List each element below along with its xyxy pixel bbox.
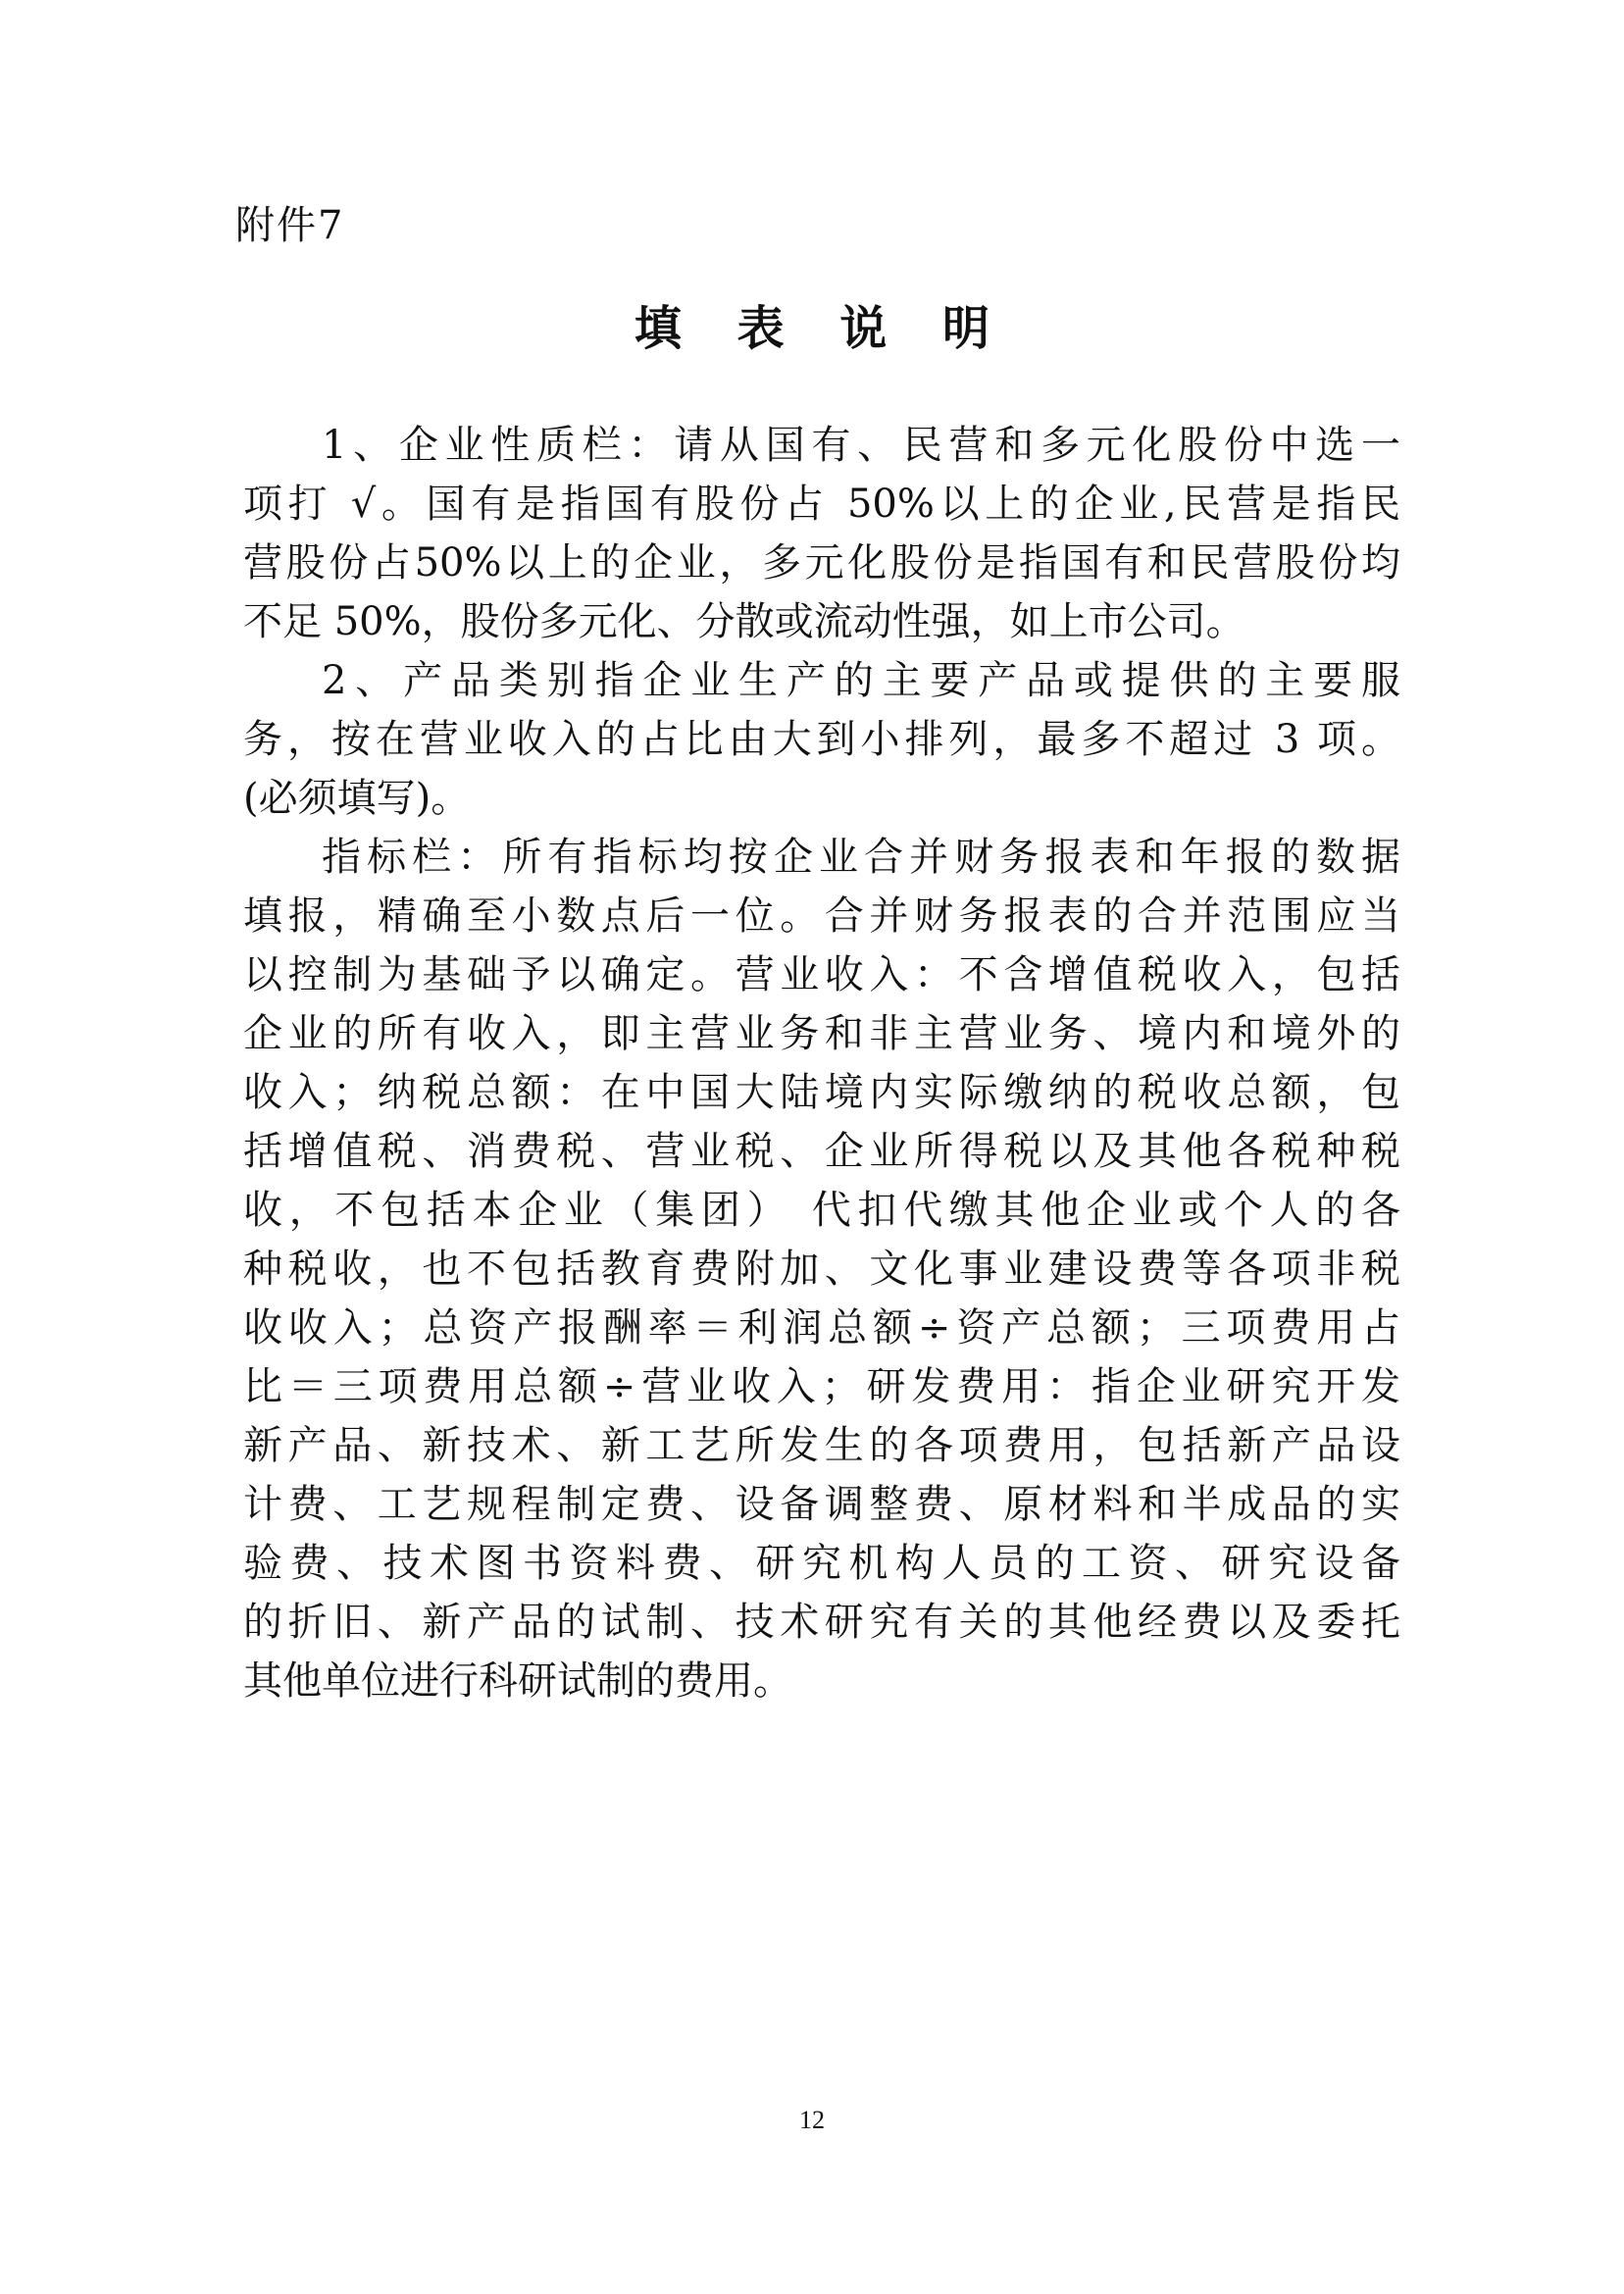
paragraph-line: 收入；纳税总额：在中国大陆境内实际缴纳的税收总额，包 <box>243 1070 1400 1115</box>
paragraph-line: 其他单位进行科研试制的费用。 <box>243 1658 792 1704</box>
paragraph-line: 1、企业性质栏：请从国有、民营和多元化股份中选一 <box>322 423 1400 468</box>
paragraph-line: 收，不包括本企业（集团） 代扣代缴其他企业或个人的各 <box>243 1188 1400 1233</box>
paragraph-line: 项打 √。国有是指国有股份占 50%以上的企业,民营是指民 <box>243 482 1400 527</box>
paragraph-line: 2、产品类别指企业生产的主要产品或提供的主要服 <box>322 658 1400 703</box>
page-number: 12 <box>799 2106 825 2134</box>
paragraph-line: 填报，精确至小数点后一位。合并财务报表的合并范围应当 <box>243 893 1400 939</box>
paragraph-enterprise-nature <box>243 416 1400 651</box>
paragraph-line: 比＝三项费用总额÷营业收入；研发费用：指企业研究开发 <box>243 1364 1400 1409</box>
paragraph-line: 不足 50%，股份多元化、分散或流动性强，如上市公司。 <box>243 599 1245 644</box>
body-text <box>243 416 1400 1710</box>
paragraph-indicators <box>243 828 1400 1710</box>
paragraph-line: 营股份占50%以上的企业，多元化股份是指国有和民营股份均 <box>243 540 1400 586</box>
paragraph-product-category <box>243 651 1400 828</box>
paragraph-line: 收收入；总资产报酬率＝利润总额÷资产总额；三项费用占 <box>243 1305 1400 1351</box>
paragraph-line: 计费、工艺规程制定费、设备调整费、原材料和半成品的实 <box>243 1482 1400 1527</box>
paragraph-line: 指标栏：所有指标均按企业合并财务报表和年报的数据 <box>322 835 1400 880</box>
paragraph-line: 种税收，也不包括教育费附加、文化事业建设费等各项非税 <box>243 1247 1400 1292</box>
paragraph-line: 企业的所有收入，即主营业务和非主营业务、境内和境外的 <box>243 1011 1400 1056</box>
paragraph-line: 的折旧、新产品的试制、技术研究有关的其他经费以及委托 <box>243 1600 1400 1645</box>
paragraph-line: 以控制为基础予以确定。营业收入：不含增值税收入，包括 <box>243 952 1400 997</box>
page-title: 填 表 说 明 <box>634 301 1010 356</box>
paragraph-line: 新产品、新技术、新工艺所发生的各项费用，包括新产品设 <box>243 1423 1400 1468</box>
paragraph-line: 验费、技术图书资料费、研究机构人员的工资、研究设备 <box>243 1541 1400 1586</box>
paragraph-line: 括增值税、消费税、营业税、企业所得税以及其他各税种税 <box>243 1129 1400 1174</box>
attachment-label: 附件7 <box>235 203 345 248</box>
paragraph-line: 务，按在营业收入的占比由大到小排列，最多不超过 3 项。 <box>243 717 1400 762</box>
paragraph-line: (必须填写)。 <box>243 776 471 821</box>
